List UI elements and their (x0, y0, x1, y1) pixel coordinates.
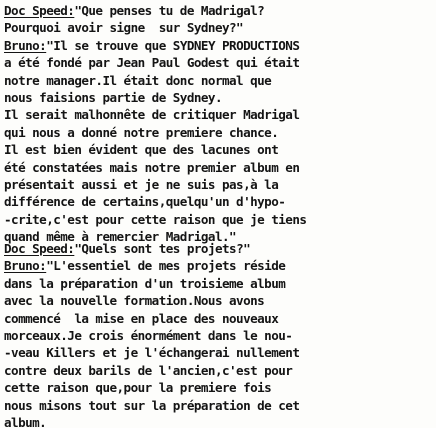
speaker-label: Doc Speed: (4, 3, 75, 18)
answer-text: nous misons tout sur la préparation de cet (4, 397, 300, 413)
text-line (4, 292, 434, 309)
text-line (4, 2, 434, 19)
text-line (4, 310, 434, 327)
text-line (4, 124, 434, 141)
answer-text: différence de certains,quelqu'un d'hypo- (4, 194, 286, 210)
speaker-label: Bruno: (4, 37, 47, 53)
text-line (4, 344, 434, 361)
answer-text: Il est bien évident que des lacunes ont (4, 142, 279, 158)
answer-text: nous faisions partie de Sydney. (4, 89, 222, 105)
answer-text: Il serait malhonnête de critiquer Madrigal (4, 107, 300, 123)
text-line (4, 257, 434, 274)
text-line (4, 106, 434, 123)
answer-text: -veau Killers et je l'échangerai nullement (4, 345, 300, 361)
speaker-label: Doc Speed: (4, 241, 75, 256)
answer-text: contre deux barils de l'ancien,c'est pour (4, 362, 293, 378)
question-text: "Quels sont tes projets?" (74, 241, 251, 256)
answer-text: commencé la mise en place des nouveaux (4, 310, 279, 326)
text-line (4, 211, 434, 228)
text-line (4, 37, 434, 54)
answer-text: notre manager.Il était donc normal que (4, 72, 272, 88)
answer-text: cette raison que,pour la premiere fois (4, 380, 272, 396)
answer-text: présentait aussi et je ne suis pas,à la (4, 176, 279, 192)
text-line (4, 327, 434, 344)
answer-text: "L'essentiel de mes projets réside (46, 258, 286, 274)
answer-text: -crite,c'est pour cette raison que je tiens (4, 211, 307, 227)
answer-text: été constatées mais notre premier album en (4, 159, 300, 175)
text-line (4, 159, 434, 176)
text-line (4, 240, 434, 257)
text-line (4, 19, 434, 36)
question-text: Pourquoi avoir signe sur Sydney?" (4, 20, 244, 36)
text-line (4, 176, 434, 193)
text-line (4, 275, 434, 292)
text-line (4, 362, 434, 379)
answer-text: album. (4, 414, 47, 430)
text-line (4, 141, 434, 158)
text-line (4, 193, 434, 210)
answer-text: quand même à remercier Madrigal." (4, 229, 237, 245)
text-line (4, 54, 434, 71)
answer-text: "Il se trouve que SYDNEY PRODUCTIONS (46, 37, 300, 53)
text-line (4, 89, 434, 106)
text-line (4, 379, 434, 396)
speaker-label: Bruno: (4, 258, 47, 274)
text-line (4, 397, 434, 414)
answer-text: dans la préparation d'un troisieme album (4, 275, 286, 291)
answer-text: qui nous a donné notre premiere chance. (4, 124, 279, 140)
interview-question-2 (4, 240, 434, 431)
interview-question-1 (4, 2, 434, 245)
answer-text: morceaux.Je crois énormément dans le nou- (4, 327, 293, 343)
text-line (4, 414, 434, 431)
text-line (4, 72, 434, 89)
question-text: "Que penses tu de Madrigal? (74, 3, 265, 18)
answer-text: a été fondé par Jean Paul Godest qui était (4, 55, 300, 71)
answer-text: avec la nouvelle formation.Nous avons (4, 293, 265, 309)
